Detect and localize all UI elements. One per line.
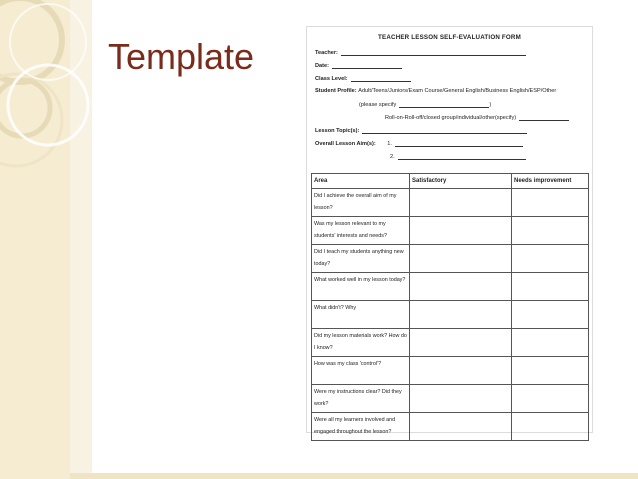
satisfactory-cell xyxy=(410,413,512,441)
roll-options-line xyxy=(519,114,569,121)
table-row xyxy=(312,301,589,329)
aim-2-row xyxy=(390,153,526,160)
table-header-row xyxy=(312,174,589,189)
evaluation-form xyxy=(306,26,593,433)
teacher-row xyxy=(315,49,526,56)
table-row xyxy=(312,245,589,273)
evaluation-table xyxy=(311,173,589,441)
student-profile-options: Adult/Teens/Juniors/Exam Course/General English/Business English/ESP/Other xyxy=(358,88,557,94)
date-line xyxy=(332,62,402,69)
table-row xyxy=(312,189,589,217)
table-row xyxy=(312,357,589,385)
table-row xyxy=(312,273,589,301)
student-profile-row xyxy=(315,88,556,94)
lesson-topics-label: Lesson Topic(s): xyxy=(315,128,360,134)
lesson-topics-line xyxy=(362,127,527,134)
bottom-rule xyxy=(70,473,638,479)
satisfactory-cell xyxy=(410,385,512,413)
row-question: Were my instructions clear? Did they work? xyxy=(312,385,410,413)
please-specify-row xyxy=(359,101,491,108)
row-question: Did my lesson materials work? How do I know? xyxy=(312,329,410,357)
row-question: Were all my learners involved and engaged throughout the lesson? xyxy=(312,413,410,441)
satisfactory-cell xyxy=(410,189,512,217)
table-row xyxy=(312,413,589,441)
please-specify-label: (please specify xyxy=(359,102,397,108)
needs-improvement-cell xyxy=(512,273,589,301)
header-needs-improvement: Needs improvement xyxy=(512,174,589,189)
class-level-label: Class Level: xyxy=(315,76,348,82)
row-question: How was my class 'control'? xyxy=(312,357,410,385)
satisfactory-cell xyxy=(410,273,512,301)
date-row xyxy=(315,62,402,69)
needs-improvement-cell xyxy=(512,385,589,413)
row-question: What didn't? Why xyxy=(312,301,410,329)
header-area: Area xyxy=(312,174,410,189)
date-label: Date: xyxy=(315,63,329,69)
aim-2-number: 2. xyxy=(390,154,395,160)
aim-1-line xyxy=(395,140,523,147)
please-specify-line xyxy=(399,101,492,108)
table-row xyxy=(312,217,589,245)
needs-improvement-cell xyxy=(512,245,589,273)
satisfactory-cell xyxy=(410,217,512,245)
row-question: What worked well in my lesson today? xyxy=(312,273,410,301)
table-row xyxy=(312,329,589,357)
row-question: Was my lesson relevant to my students' interests and needs? xyxy=(312,217,410,245)
row-question: Did I teach my students anything new today? xyxy=(312,245,410,273)
aim-1-number: 1. xyxy=(387,141,392,147)
overall-aims-label: Overall Lesson Aim(s): xyxy=(315,141,376,147)
please-specify-close: ) xyxy=(489,102,492,108)
teacher-line xyxy=(341,49,526,56)
student-profile-label: Student Profile: xyxy=(315,88,357,94)
table-row xyxy=(312,385,589,413)
header-satisfactory: Satisfactory xyxy=(410,174,512,189)
needs-improvement-cell xyxy=(512,357,589,385)
class-level-row xyxy=(315,75,411,82)
lesson-topics-row xyxy=(315,127,527,134)
aim-2-line xyxy=(398,153,526,160)
needs-improvement-cell xyxy=(512,189,589,217)
needs-improvement-cell xyxy=(512,413,589,441)
needs-improvement-cell xyxy=(512,329,589,357)
needs-improvement-cell xyxy=(512,301,589,329)
teacher-label: Teacher: xyxy=(315,50,338,56)
satisfactory-cell xyxy=(410,357,512,385)
roll-options-row xyxy=(385,114,569,121)
roll-options: Roll-on-Roll-off/closed group/individual/other(specify) xyxy=(385,115,517,121)
row-question: Did I achieve the overall aim of my lesson? xyxy=(312,189,410,217)
satisfactory-cell xyxy=(410,329,512,357)
overall-aims-row xyxy=(315,140,523,147)
class-level-line xyxy=(351,75,411,82)
needs-improvement-cell xyxy=(512,217,589,245)
slide-title: Template xyxy=(108,36,255,77)
form-title: TEACHER LESSON SELF-EVALUATION FORM xyxy=(378,34,521,41)
satisfactory-cell xyxy=(410,245,512,273)
decorative-arcs xyxy=(0,0,120,180)
satisfactory-cell xyxy=(410,301,512,329)
